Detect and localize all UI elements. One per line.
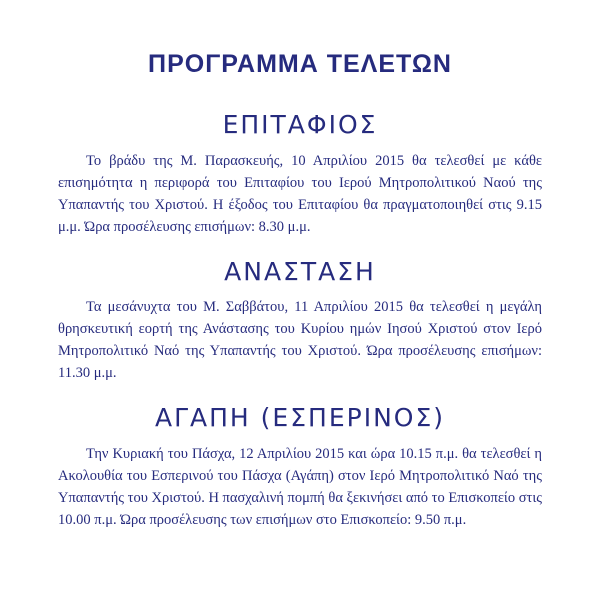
section-heading-epitafios: ΕΠΙΤΑΦΙΟΣ	[222, 110, 378, 139]
section-text-agapi: Την Κυριακή του Πάσχα, 12 Απριλίου 2015 και ώρα 10.15 π.μ. θα τελεσθεί η Ακολουθία του Εσπερινού του Πάσχα (Αγάπη) στον Ιερό Μητροπολιτικό Ναό της Υπαπαντής του Χριστού. Η πασχαλινή πομπή θα ξεκινήσει από το Επισκοπείο στις 10.00 π.μ. Ώρα προσέλευσης των επισήμων στο Επισκοπείο: 9.50 π.μ.	[58, 446, 542, 528]
section-heading-anastasi: ΑΝΑΣΤΑΣΗ	[224, 257, 376, 286]
program-title: ΠΡΟΓΡΑΜΜΑ ΤΕΛΕΤΩΝ	[148, 50, 452, 78]
section-text-anastasi: Τα μεσάνυχτα του Μ. Σαββάτου, 11 Απριλίου 2015 θα τελεσθεί η μεγάλη θρησκευτική εορτή της Ανάστασης του Κυρίου ημών Ιησού Χριστού στον Ιερό Μητροπολιτικό Ναό της Υπαπαντής του Χριστού. Ώρα προσέλευσης επισήμων: 11.30 μ.μ.	[58, 299, 542, 381]
section-heading-agapi: ΑΓΑΠΗ (ΕΣΠΕΡΙΝΟΣ)	[155, 403, 445, 432]
section-text-epitafios: Το βράδυ της Μ. Παρασκευής, 10 Απριλίου 2015 θα τελεσθεί με κάθε επισημότητα η περιφορά του Επιταφίου του Ιερού Μητροπολιτικού Ναού της Υπαπαντής του Χριστού. Η έξοδος του Επιταφίου θα πραγματοποιηθεί στις 9.15 μ.μ. Ώρα προσέλευσης επισήμων: 8.30 μ.μ.	[58, 153, 542, 235]
